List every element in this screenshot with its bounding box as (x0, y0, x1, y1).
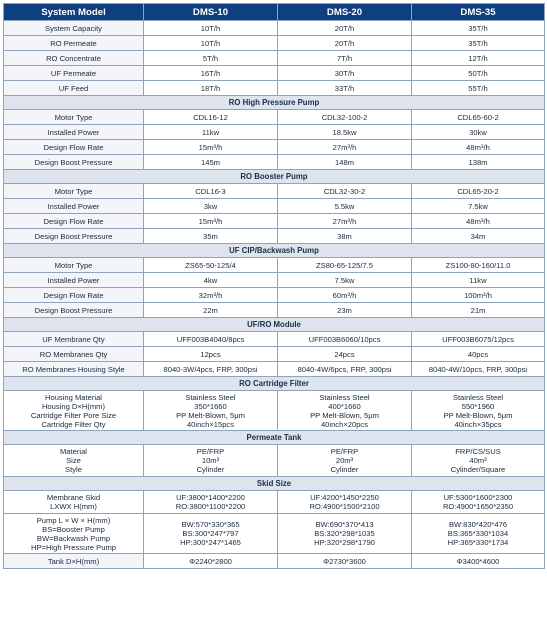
table-row (4, 258, 545, 273)
table-row (4, 514, 545, 554)
value-cell-dms-10 (144, 66, 278, 81)
section-title: Skid Size (4, 477, 545, 491)
table-row (4, 273, 545, 288)
value-cell-dms-20 (278, 303, 412, 318)
value-cell-dms-10 (144, 491, 278, 514)
value-line: 145m (201, 157, 220, 167)
value-line: Stainless Steel (452, 392, 504, 402)
header-dms-35: DMS-35 (412, 4, 545, 21)
value-line: 27m³/h (332, 216, 357, 226)
value-line: 30T/h (334, 68, 355, 78)
row-label-line: System Capacity (45, 23, 102, 33)
section-title: RO Booster Pump (4, 170, 545, 184)
value-cell-dms-35 (412, 391, 545, 431)
value-line: 8040-3W/4pcs, FRP, 300psi (163, 364, 258, 374)
value-line: 40inch×20pcs (320, 419, 369, 429)
value-line: 20T/h (334, 38, 355, 48)
value-cell-dms-35 (412, 66, 545, 81)
value-cell-dms-20 (278, 214, 412, 229)
spec-table-body (4, 4, 545, 569)
row-label-line: Cartridge Filter Qty (41, 419, 106, 429)
row-label-line: Housing Material (45, 392, 102, 402)
row-label (4, 36, 144, 51)
row-label (4, 66, 144, 81)
header-dms-20: DMS-20 (278, 4, 412, 21)
value-cell-dms-35 (412, 51, 545, 66)
value-line: HP:365*330*1734 (447, 538, 509, 547)
value-cell-dms-10 (144, 347, 278, 362)
value-line: Φ2730*3600 (323, 556, 366, 566)
value-cell-dms-10 (144, 445, 278, 477)
value-line: 10m³ (201, 456, 220, 465)
value-cell-dms-35 (412, 184, 545, 199)
value-line: CDL16-3 (195, 186, 226, 196)
value-cell-dms-20 (278, 36, 412, 51)
row-label-line: Design Flow Rate (43, 216, 104, 226)
value-line: RO:4900*1500*2100 (309, 502, 380, 511)
value-line: BS:300*247*797 (182, 529, 239, 538)
value-line: 12T/h (468, 53, 488, 63)
section-header-skid-size (4, 477, 545, 491)
value-cell-dms-35 (412, 303, 545, 318)
value-line: 40inch×15pcs (186, 419, 235, 429)
section-header-ro-cartridge-filter (4, 377, 545, 391)
value-cell-dms-20 (278, 362, 412, 377)
value-line: PE/FRP (330, 447, 359, 456)
value-cell-dms-10 (144, 362, 278, 377)
value-line: 550*1960 (461, 401, 495, 411)
value-line: BW:570*330*365 (181, 520, 240, 529)
table-row (4, 125, 545, 140)
value-line: 7.5kw (334, 275, 355, 285)
value-line: 40m³ (469, 456, 487, 465)
value-line: CDL32-100-2 (321, 112, 368, 122)
value-line: 400*1660 (328, 401, 361, 411)
row-label (4, 110, 144, 125)
table-row (4, 229, 545, 244)
value-line: UFF003B4040/8pcs (176, 334, 245, 344)
table-row (4, 288, 545, 303)
value-line: Cylinder (330, 465, 359, 474)
row-label-line: HP=High Pressure Pump (30, 542, 117, 552)
value-line: PE/FRP (196, 447, 225, 456)
table-row (4, 554, 545, 569)
spec-table (3, 3, 545, 569)
value-line: CDL65-20-2 (457, 186, 499, 196)
value-line: 350*1660 (194, 401, 227, 411)
row-label-line: UF Membrane Qty (42, 334, 105, 344)
value-cell-dms-10 (144, 229, 278, 244)
value-line: 7.5kw (468, 201, 488, 211)
section-title: UF/RO Module (4, 318, 545, 332)
value-cell-dms-20 (278, 66, 412, 81)
table-row (4, 140, 545, 155)
value-cell-dms-20 (278, 554, 412, 569)
value-line: 5.5kw (334, 201, 355, 211)
value-cell-dms-20 (278, 273, 412, 288)
value-line: 15m³/h (198, 142, 223, 152)
value-cell-dms-20 (278, 258, 412, 273)
value-line: 22m (203, 305, 218, 315)
row-label-line: Style (65, 465, 82, 474)
value-cell-dms-20 (278, 155, 412, 170)
value-line: UF:3800*1400*2200 (176, 493, 245, 502)
value-line: UFF003B6060/10pcs (308, 334, 381, 344)
value-cell-dms-20 (278, 184, 412, 199)
value-cell-dms-10 (144, 36, 278, 51)
row-label (4, 273, 144, 288)
value-cell-dms-35 (412, 288, 545, 303)
row-label-line: Membrane Skid (46, 493, 101, 502)
value-line: 10T/h (200, 38, 221, 48)
row-label (4, 21, 144, 36)
value-cell-dms-35 (412, 155, 545, 170)
table-row (4, 332, 545, 347)
value-line: UFF003B6075/12pcs (442, 334, 514, 344)
row-label-line: Installed Power (47, 275, 100, 285)
value-cell-dms-35 (412, 229, 545, 244)
value-line: 10T/h (200, 23, 221, 33)
section-header-permeate-tank (4, 431, 545, 445)
table-row (4, 491, 545, 514)
value-cell-dms-35 (412, 362, 545, 377)
value-line: HP:300*247*1465 (180, 538, 241, 547)
value-line: Φ2240*2800 (189, 556, 232, 566)
value-line: BW:830*420*476 (448, 520, 508, 529)
value-cell-dms-20 (278, 288, 412, 303)
value-line: 24pcs (334, 349, 355, 359)
value-line: 30kw (469, 127, 487, 137)
value-line: RO:4900*1650*2350 (442, 502, 514, 511)
row-label (4, 332, 144, 347)
row-label-line: RO Membranes Qty (39, 349, 108, 359)
value-cell-dms-20 (278, 125, 412, 140)
section-title: Permeate Tank (4, 431, 545, 445)
value-cell-dms-20 (278, 229, 412, 244)
table-row (4, 199, 545, 214)
value-line: UF:4200*1450*2250 (310, 493, 379, 502)
value-cell-dms-35 (412, 554, 545, 569)
row-label-line: RO Permeate (50, 38, 97, 48)
value-cell-dms-35 (412, 199, 545, 214)
value-line: 4kw (203, 275, 218, 285)
value-cell-dms-20 (278, 51, 412, 66)
row-label-line: Motor Type (54, 186, 93, 196)
section-title: RO Cartridge Filter (4, 377, 545, 391)
header-row (4, 4, 545, 21)
table-row (4, 51, 545, 66)
value-line: Cylinder/Square (450, 465, 506, 474)
table-row (4, 21, 545, 36)
row-label-line: Design Boost Pressure (34, 157, 113, 167)
value-cell-dms-20 (278, 445, 412, 477)
value-line: ZS100-80-160/11.0 (445, 260, 511, 270)
value-line: 35T/h (468, 23, 488, 33)
row-label-line: UF Permeate (50, 68, 97, 78)
value-cell-dms-35 (412, 21, 545, 36)
value-cell-dms-10 (144, 21, 278, 36)
row-label (4, 554, 144, 569)
value-line: 8040-4W/10pcs, FRP, 300psi (428, 364, 528, 374)
row-label-line: Design Boost Pressure (34, 231, 113, 241)
value-line: CDL32-30-2 (323, 186, 366, 196)
row-label (4, 199, 144, 214)
row-label (4, 347, 144, 362)
table-row (4, 303, 545, 318)
value-line: Stainless Steel (319, 392, 370, 402)
value-line: BS:320*298*1035 (314, 529, 375, 538)
value-cell-dms-20 (278, 199, 412, 214)
value-cell-dms-10 (144, 332, 278, 347)
section-header-uf-cip-backwash-pump (4, 244, 545, 258)
value-cell-dms-10 (144, 125, 278, 140)
table-row (4, 362, 545, 377)
table-row (4, 347, 545, 362)
value-line: 50T/h (468, 68, 488, 78)
row-label-line: RO Concentrate (46, 53, 101, 63)
value-cell-dms-35 (412, 125, 545, 140)
value-line: 7T/h (336, 53, 353, 63)
value-line: 100m³/h (464, 290, 492, 300)
row-label (4, 491, 144, 514)
value-line: RO:3800*1100*2200 (175, 502, 246, 511)
value-cell-dms-10 (144, 184, 278, 199)
value-cell-dms-10 (144, 155, 278, 170)
value-cell-dms-35 (412, 258, 545, 273)
value-line: 18T/h (200, 83, 221, 93)
value-line: 35T/h (468, 38, 488, 48)
section-header-ro-high-pressure-pump (4, 96, 545, 110)
row-label (4, 140, 144, 155)
value-line: FRP/CS/SUS (455, 447, 501, 456)
row-label (4, 155, 144, 170)
value-line: 27m³/h (332, 142, 357, 152)
value-cell-dms-10 (144, 303, 278, 318)
table-row (4, 214, 545, 229)
value-line: 60m³/h (332, 290, 357, 300)
row-label-line: Material (59, 447, 87, 456)
value-line: 21m (470, 305, 486, 315)
value-line: ZS65-50-125/4 (185, 260, 236, 270)
value-cell-dms-20 (278, 514, 412, 554)
section-header-uf-ro-module (4, 318, 545, 332)
value-cell-dms-20 (278, 21, 412, 36)
value-line: BW:690*370*413 (315, 520, 374, 529)
value-line: 35m (203, 231, 218, 241)
value-cell-dms-20 (278, 391, 412, 431)
value-line: PP Melt-Blown, 5μm (176, 410, 245, 420)
value-line: 32m³/h (198, 290, 223, 300)
row-label (4, 514, 144, 554)
value-line: 20T/h (334, 23, 355, 33)
row-label-line: RO Membranes Housing Style (22, 364, 125, 374)
value-line: Stainless Steel (185, 392, 236, 402)
value-line: PP Melt-Blown, 5μm (443, 410, 513, 420)
value-cell-dms-20 (278, 110, 412, 125)
row-label (4, 125, 144, 140)
row-label (4, 288, 144, 303)
value-cell-dms-10 (144, 140, 278, 155)
value-line: 40pcs (467, 349, 489, 359)
table-row (4, 184, 545, 199)
table-row (4, 110, 545, 125)
value-cell-dms-10 (144, 110, 278, 125)
section-title: UF CIP/Backwash Pump (4, 244, 545, 258)
value-line: 23m (337, 305, 352, 315)
row-label-line: Cartridge Filter Pore Size (30, 410, 117, 420)
table-row (4, 445, 545, 477)
section-title: RO High Pressure Pump (4, 96, 545, 110)
value-cell-dms-20 (278, 332, 412, 347)
section-header-ro-booster-pump (4, 170, 545, 184)
value-cell-dms-35 (412, 214, 545, 229)
row-label-line: Motor Type (54, 260, 93, 270)
row-label-line: Installed Power (47, 201, 100, 211)
row-label-line: Motor Type (54, 112, 93, 122)
header-system-model: System Model (4, 4, 144, 21)
value-line: 55T/h (468, 83, 488, 93)
value-cell-dms-20 (278, 491, 412, 514)
row-label (4, 303, 144, 318)
value-line: 40inch×35pcs (454, 419, 502, 429)
value-line: 3kw (203, 201, 218, 211)
value-line: 11kw (201, 127, 220, 137)
value-line: 138m (468, 157, 488, 167)
row-label (4, 391, 144, 431)
value-cell-dms-35 (412, 347, 545, 362)
row-label-line: Design Boost Pressure (34, 305, 113, 315)
row-label (4, 445, 144, 477)
row-label-line: Design Flow Rate (43, 290, 104, 300)
row-label-line: UF Feed (58, 83, 89, 93)
value-line: 18.5kw (332, 127, 357, 137)
value-cell-dms-10 (144, 288, 278, 303)
row-label-line: BS=Booster Pump (42, 524, 105, 534)
row-label-line: LXWX H(mm) (50, 502, 97, 511)
value-cell-dms-35 (412, 36, 545, 51)
value-cell-dms-35 (412, 140, 545, 155)
row-label-line: Pump L × W × H(mm) (36, 515, 111, 525)
value-line: 38m (337, 231, 352, 241)
value-line: Cylinder (196, 465, 225, 474)
value-line: 48m³/h (466, 142, 490, 152)
row-label-line: Design Flow Rate (43, 142, 104, 152)
value-line: 48m³/h (466, 216, 490, 226)
row-label-line: Installed Power (47, 127, 100, 137)
value-cell-dms-35 (412, 110, 545, 125)
row-label (4, 362, 144, 377)
value-cell-dms-10 (144, 214, 278, 229)
value-line: PP Melt-Blown, 5μm (310, 410, 379, 420)
value-line: 15m³/h (198, 216, 223, 226)
value-line: 8040-4W/6pcs, FRP, 300psi (297, 364, 392, 374)
value-cell-dms-20 (278, 347, 412, 362)
value-line: 11kw (469, 275, 487, 285)
value-line: HP:320*298*1790 (314, 538, 375, 547)
value-cell-dms-10 (144, 514, 278, 554)
value-line: 12pcs (200, 349, 221, 359)
value-line: 33T/h (334, 83, 355, 93)
value-line: 20m³ (335, 456, 354, 465)
value-cell-dms-10 (144, 81, 278, 96)
value-cell-dms-10 (144, 554, 278, 569)
value-cell-dms-35 (412, 81, 545, 96)
value-cell-dms-10 (144, 51, 278, 66)
value-cell-dms-35 (412, 514, 545, 554)
value-cell-dms-10 (144, 199, 278, 214)
value-line: 5T/h (202, 53, 219, 63)
value-line: Φ3400*4600 (456, 556, 500, 566)
table-row (4, 66, 545, 81)
row-label-line: Tank D×H(mm) (47, 556, 100, 566)
value-line: CDL65-60-2 (457, 112, 499, 122)
value-line: BS:365*330*1034 (447, 529, 509, 538)
row-label (4, 81, 144, 96)
row-label-line: Housing D×H(mm) (41, 401, 106, 411)
row-label (4, 258, 144, 273)
value-line: ZS80-65-125/7.5 (316, 260, 373, 270)
value-cell-dms-20 (278, 81, 412, 96)
value-line: UF:5300*1600*2300 (443, 493, 513, 502)
value-cell-dms-35 (412, 273, 545, 288)
value-cell-dms-20 (278, 140, 412, 155)
value-cell-dms-35 (412, 445, 545, 477)
value-cell-dms-10 (144, 258, 278, 273)
value-line: 16T/h (200, 68, 221, 78)
value-cell-dms-10 (144, 391, 278, 431)
row-label (4, 214, 144, 229)
value-line: CDL16-12 (193, 112, 228, 122)
header-dms-10: DMS-10 (144, 4, 278, 21)
table-row (4, 155, 545, 170)
value-line: 148m (335, 157, 354, 167)
value-cell-dms-10 (144, 273, 278, 288)
row-label-line: Size (66, 456, 81, 465)
table-row (4, 81, 545, 96)
row-label-line: BW=Backwash Pump (36, 533, 111, 543)
table-row (4, 36, 545, 51)
row-label (4, 184, 144, 199)
value-cell-dms-35 (412, 491, 545, 514)
value-cell-dms-35 (412, 332, 545, 347)
row-label (4, 229, 144, 244)
value-line: 34m (470, 231, 486, 241)
row-label (4, 51, 144, 66)
table-row (4, 391, 545, 431)
